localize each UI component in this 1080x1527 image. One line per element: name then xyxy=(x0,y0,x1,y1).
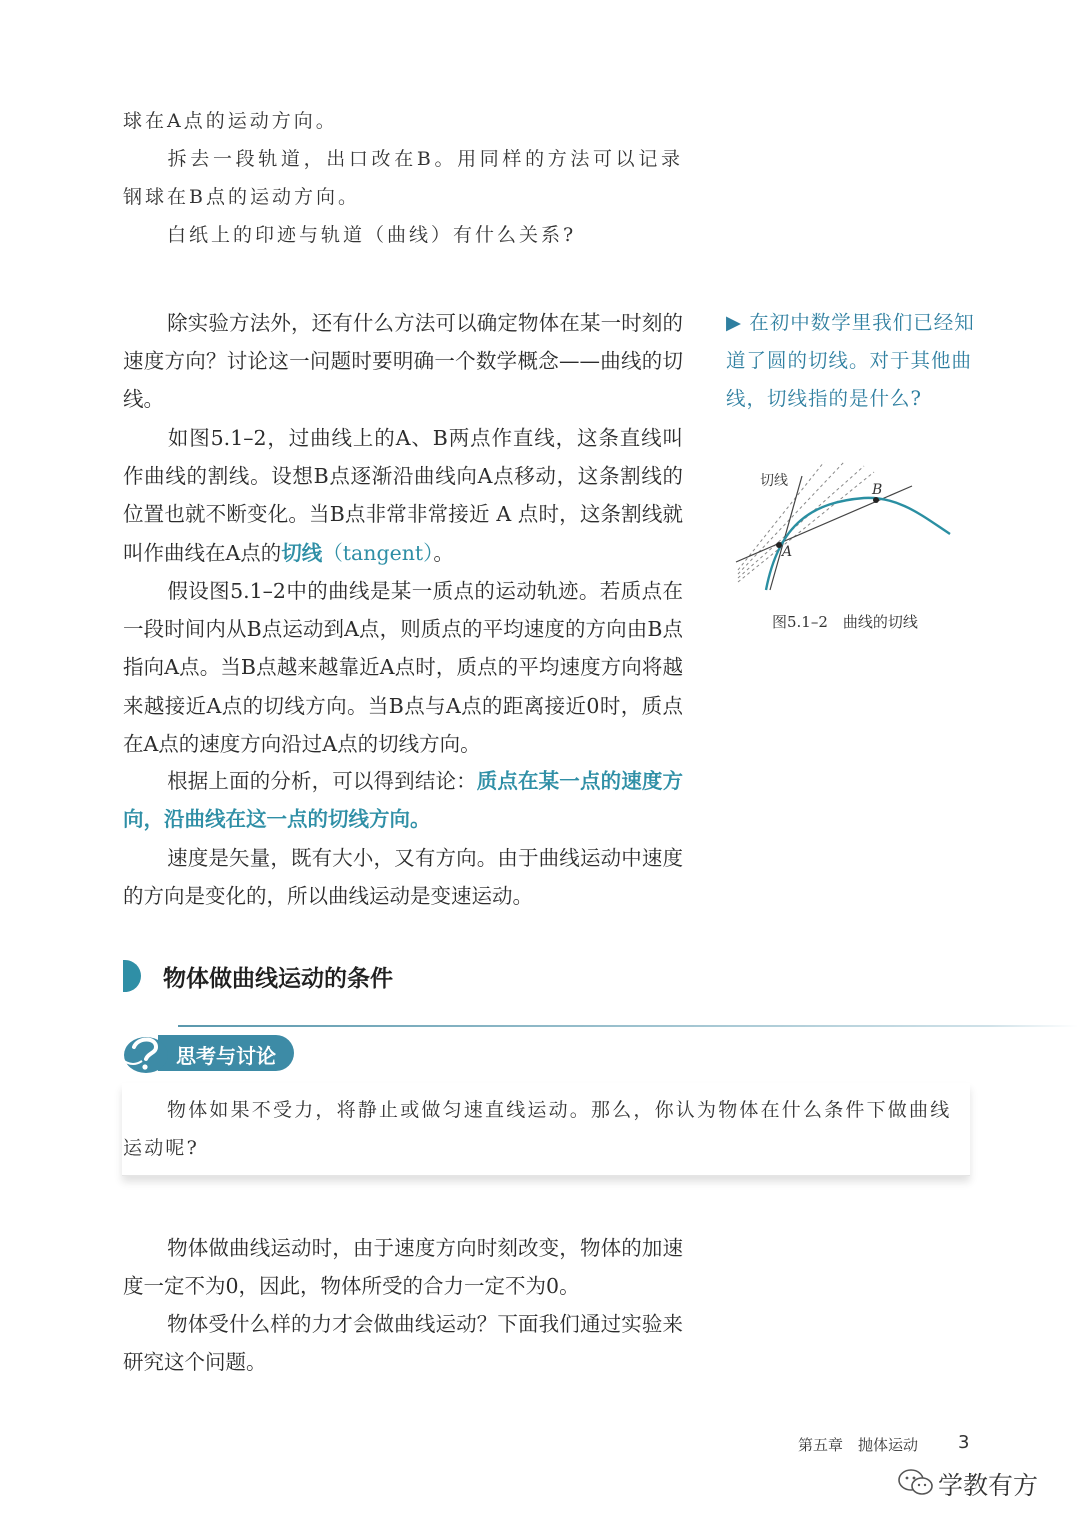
wechat-icon xyxy=(898,1468,934,1498)
side-note: ▶ 在初中数学里我们已经知道了圆的切线。对于其他曲线，切线指的是什么? xyxy=(726,311,975,410)
body-paragraph-2 xyxy=(123,419,683,572)
body-paragraph-4 xyxy=(123,762,683,838)
tangent-english: （tangent） xyxy=(322,540,434,565)
secant-line xyxy=(736,486,912,562)
body-paragraph-3-text: 假设图5.1–2中的曲线是某一质点的运动轨迹。若质点在一段时间内从B点运动到A点，则质点的平均速度的方向由B点指向A点。当B点越来越靠近A点时，质点的平均速度方向将越来越接近A点的切线方向。当B点与A点的距离接近0时，质点在A点的速度方向沿过A点的切线方向。 xyxy=(123,579,683,756)
body-paragraph-5-text: 速度是矢量，既有大小，又有方向。由于曲线运动中速度的方向是变化的，所以曲线运动是变速运动。 xyxy=(123,846,683,909)
experiment-line-1: 球在A点的运动方向。 xyxy=(123,110,338,132)
body-paragraph-2-end: 。 xyxy=(433,540,454,565)
experiment-paragraph-3 xyxy=(123,216,683,254)
point-b-label: B xyxy=(872,482,883,498)
body-paragraph-4-text: 根据上面的分析，可以得到结论： xyxy=(167,769,477,793)
body-paragraph-2-text: 如图5.1–2，过曲线上的A、B两点作直线，这条直线叫作曲线的割线。设想B点逐渐沿曲线向A点移动，这条割线的位置也就不断变化。当B点非常非常接近 A 点时，这条割线就叫作曲线在A点的 xyxy=(123,426,683,565)
body2-paragraph-1 xyxy=(123,1229,683,1305)
think-badge xyxy=(118,1031,296,1075)
tangent-label: 切线 xyxy=(760,473,788,489)
experiment-paragraph-2 xyxy=(123,140,683,216)
watermark-text: 学教有方 xyxy=(938,1471,1039,1500)
tangent-figure xyxy=(724,462,964,602)
think-question-text: 物体如果不受力，将静止或做匀速直线运动。那么，你认为物体在什么条件下做曲线运动呢? xyxy=(123,1099,952,1159)
think-divider xyxy=(178,1025,1078,1027)
think-question xyxy=(123,1091,963,1167)
body-paragraph-3 xyxy=(123,572,683,763)
page-number: 3 xyxy=(958,1432,970,1453)
figure-caption: 图5.1–2 曲线的切线 xyxy=(772,613,918,631)
body-paragraph-1 xyxy=(123,304,683,419)
body-paragraph-1-text: 除实验方法外，还有什么方法可以确定物体在某一时刻的速度方向？讨论这一问题时要明确一个数学概念——曲线的切线。 xyxy=(123,311,683,412)
watermark xyxy=(898,1466,1058,1498)
body-paragraph-5 xyxy=(123,839,683,915)
experiment-paragraph-2-text: 拆去一段轨道，出口改在B。用同样的方法可以记录钢球在B点的运动方向。 xyxy=(123,148,683,209)
question-icon xyxy=(120,1031,168,1075)
point-a-label: A xyxy=(782,544,793,560)
section-marker xyxy=(123,960,141,992)
tangent-keyword: 切线 xyxy=(281,540,323,565)
chapter-footer: 第五章 抛体运动 xyxy=(798,1436,919,1454)
curve xyxy=(766,498,950,590)
body2-paragraph-2 xyxy=(123,1305,683,1381)
section-title: 物体做曲线运动的条件 xyxy=(163,966,393,992)
experiment-paragraph-3-text: 白纸上的印迹与轨道（曲线）有什么关系? xyxy=(167,224,577,246)
conclusion-highlight: 质点在某一点的速度方向，沿曲线在这一点的切线方向。 xyxy=(123,769,684,832)
secant-lines xyxy=(738,462,874,582)
think-badge-label: 思考与讨论 xyxy=(176,1044,276,1068)
body2-paragraph-2-text: 物体受什么样的力才会做曲线运动？下面我们通过实验来研究这个问题。 xyxy=(123,1312,683,1375)
think-discuss-box xyxy=(118,1023,973,1178)
tangent-line xyxy=(770,476,802,590)
body2-paragraph-1-text: 物体做曲线运动时，由于速度方向时刻改变，物体的加速度一定不为0，因此，物体所受的合力一定不为0。 xyxy=(123,1236,683,1299)
